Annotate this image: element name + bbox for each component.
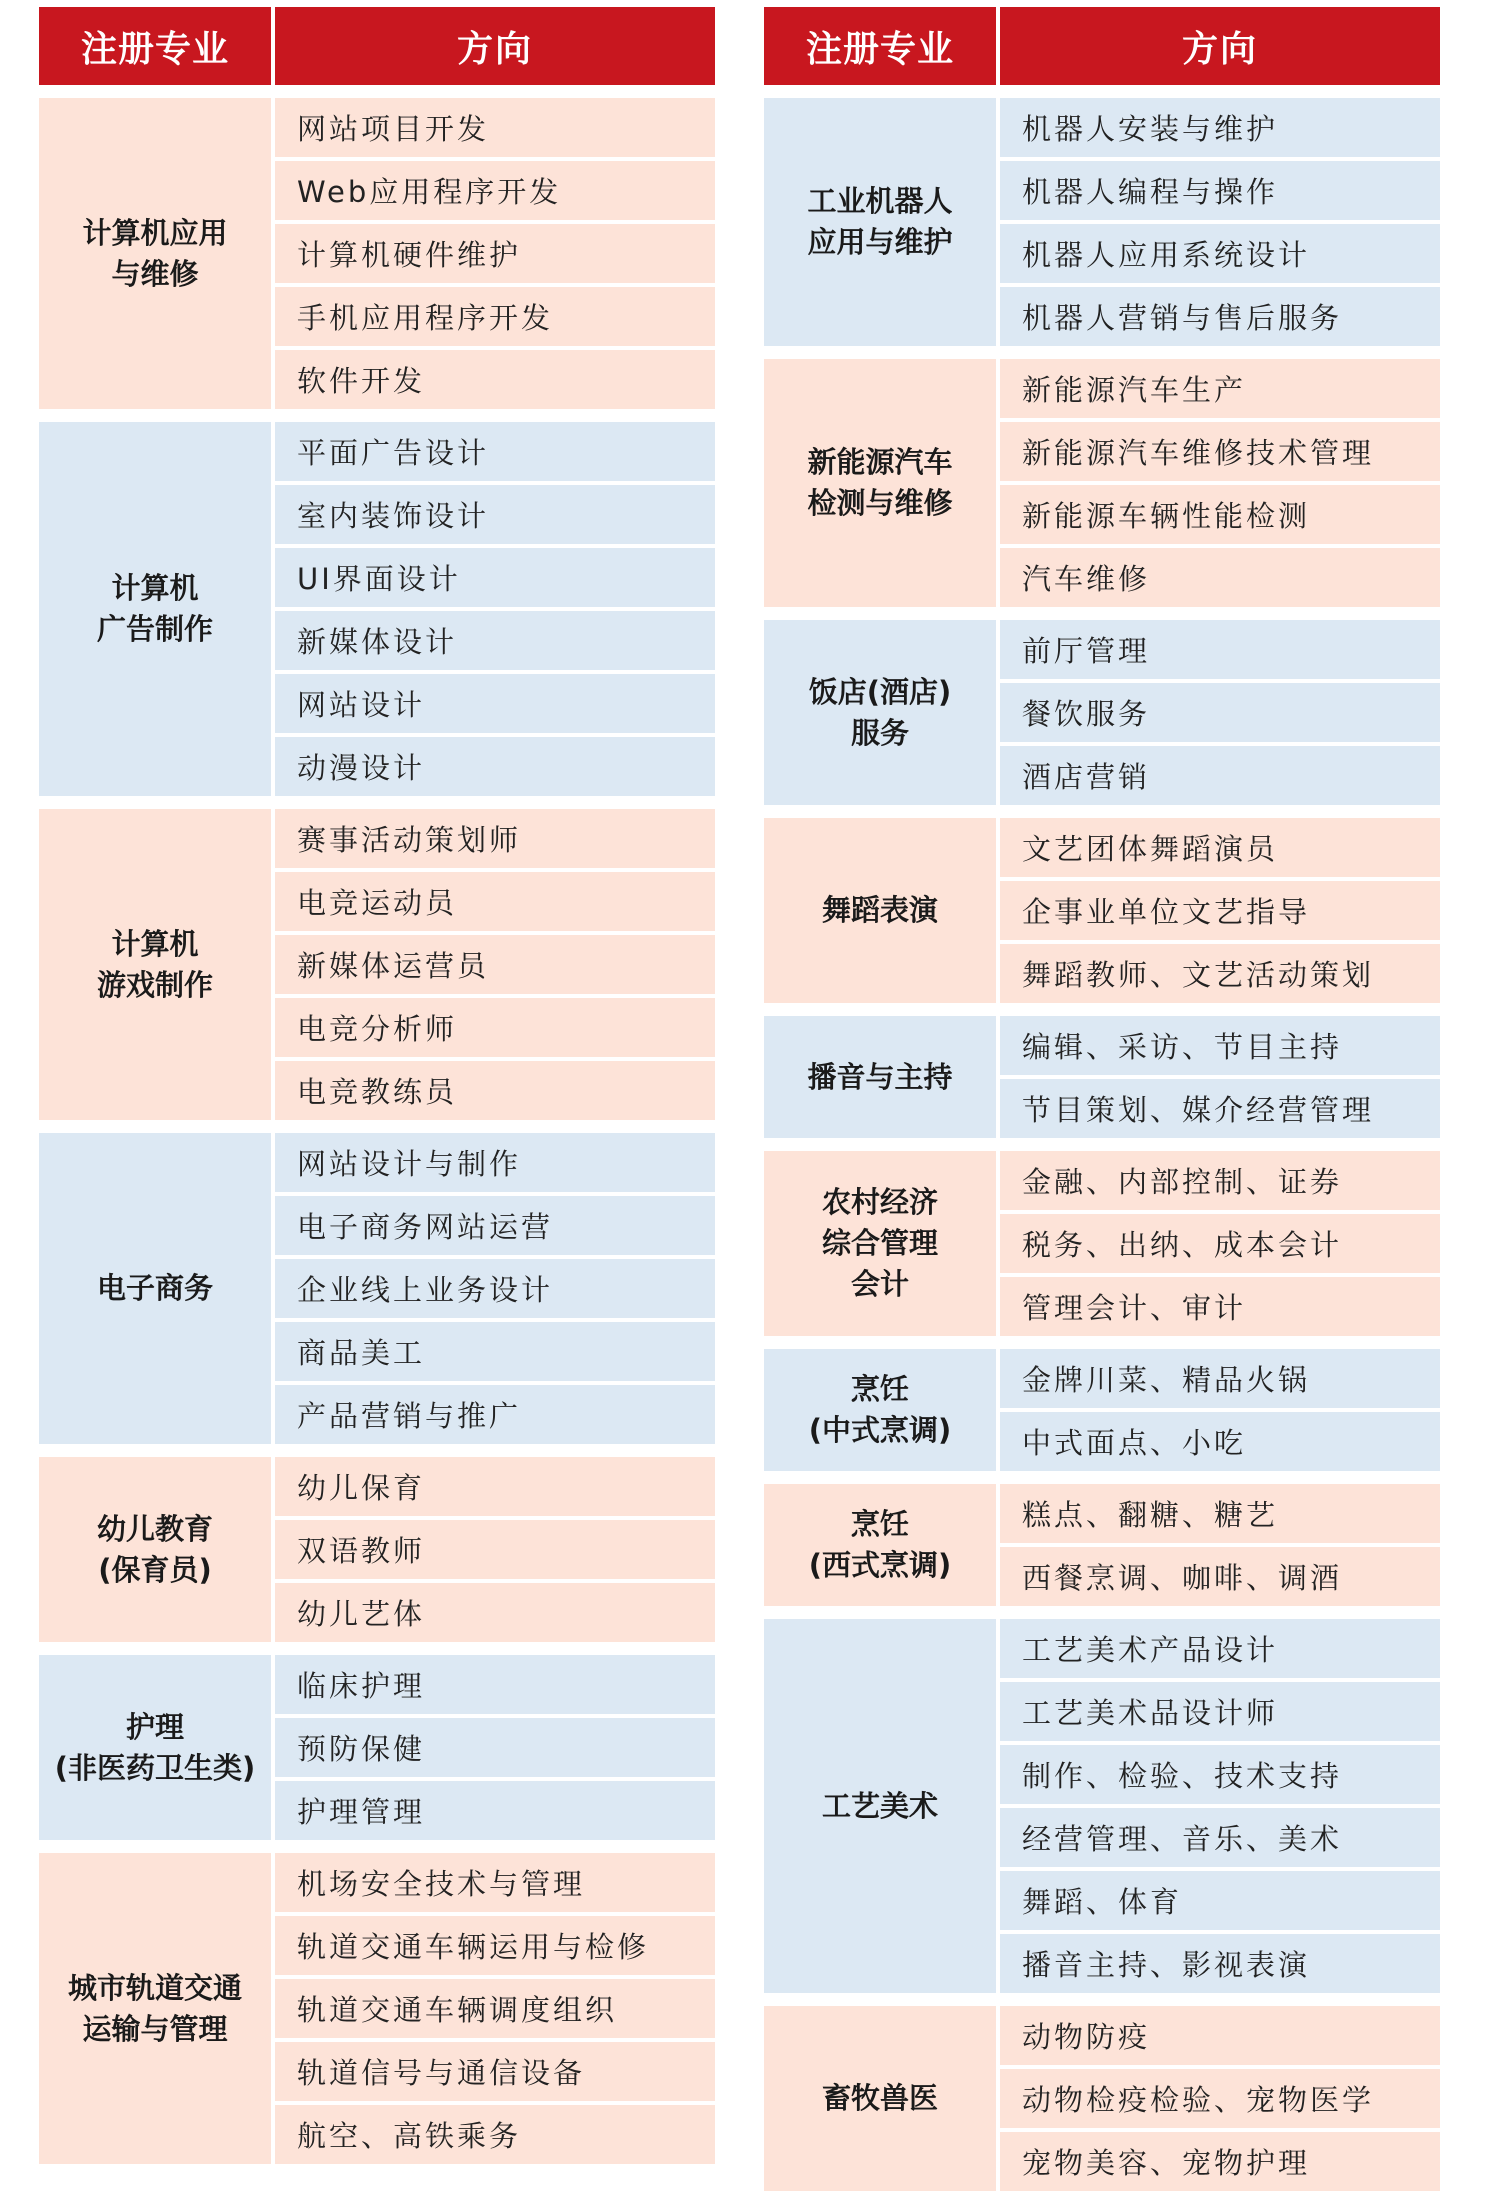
direction-item: 新能源汽车维修技术管理 (1000, 422, 1440, 481)
direction-item: 金牌川菜、精品火锅 (1000, 1349, 1440, 1408)
direction-item: 电竞分析师 (275, 998, 715, 1057)
direction-item: 舞蹈教师、文艺活动策划 (1000, 944, 1440, 1003)
direction-item: 编辑、采访、节目主持 (1000, 1016, 1440, 1075)
direction-item: 经营管理、音乐、美术 (1000, 1808, 1440, 1867)
major-group (764, 1151, 1440, 1336)
direction-list (1000, 1151, 1440, 1336)
major-name: 计算机 游戏制作 (39, 809, 271, 1120)
direction-item: 宠物美容、宠物护理 (1000, 2132, 1440, 2191)
direction-item: 产品营销与推广 (275, 1385, 715, 1444)
direction-list (275, 1457, 715, 1642)
major-group (39, 422, 715, 796)
major-group (764, 359, 1440, 607)
major-name: 农村经济 综合管理 会计 (764, 1151, 996, 1336)
major-group (764, 2006, 1440, 2191)
direction-list (275, 422, 715, 796)
direction-list (1000, 1619, 1440, 1993)
major-name: 饭店(酒店) 服务 (764, 620, 996, 805)
direction-item: 舞蹈、体育 (1000, 1871, 1440, 1930)
major-group (764, 1349, 1440, 1471)
major-group (764, 620, 1440, 805)
direction-item: 节目策划、媒介经营管理 (1000, 1079, 1440, 1138)
major-group (764, 1016, 1440, 1138)
direction-item: 机器人编程与操作 (1000, 161, 1440, 220)
direction-item: 新媒体设计 (275, 611, 715, 670)
direction-item: 金融、内部控制、证券 (1000, 1151, 1440, 1210)
direction-item: 电子商务网站运营 (275, 1196, 715, 1255)
direction-list (1000, 1016, 1440, 1138)
direction-item: 手机应用程序开发 (275, 287, 715, 346)
major-group (39, 1853, 715, 2164)
major-name: 舞蹈表演 (764, 818, 996, 1003)
major-group (39, 1655, 715, 1840)
majors-table-left (39, 7, 715, 2164)
direction-list (275, 1853, 715, 2164)
direction-item: 机器人安装与维护 (1000, 98, 1440, 157)
direction-item: 赛事活动策划师 (275, 809, 715, 868)
major-name: 电子商务 (39, 1133, 271, 1444)
direction-item: 中式面点、小吃 (1000, 1412, 1440, 1471)
major-name: 城市轨道交通 运输与管理 (39, 1853, 271, 2164)
direction-item: 幼儿保育 (275, 1457, 715, 1516)
header-major: 注册专业 (764, 7, 996, 85)
direction-item: 糕点、翻糖、糖艺 (1000, 1484, 1440, 1543)
major-name: 播音与主持 (764, 1016, 996, 1138)
direction-list (275, 1133, 715, 1444)
direction-item: 餐饮服务 (1000, 683, 1440, 742)
direction-item: 室内装饰设计 (275, 485, 715, 544)
group-list (39, 98, 715, 2164)
direction-item: 汽车维修 (1000, 548, 1440, 607)
table-header (764, 7, 1440, 85)
major-name: 幼儿教育 (保育员) (39, 1457, 271, 1642)
major-name: 烹饪 (中式烹调) (764, 1349, 996, 1471)
direction-item: 机场安全技术与管理 (275, 1853, 715, 1912)
direction-list (1000, 2006, 1440, 2191)
direction-item: 税务、出纳、成本会计 (1000, 1214, 1440, 1273)
direction-list (275, 809, 715, 1120)
major-group (39, 809, 715, 1120)
major-group (764, 1484, 1440, 1606)
direction-item: 动漫设计 (275, 737, 715, 796)
header-direction: 方向 (1000, 7, 1440, 85)
group-list (764, 98, 1440, 2191)
direction-item: 双语教师 (275, 1520, 715, 1579)
direction-item: 播音主持、影视表演 (1000, 1934, 1440, 1993)
direction-item: 工艺美术产品设计 (1000, 1619, 1440, 1678)
major-group (39, 1133, 715, 1444)
direction-item: 动物防疫 (1000, 2006, 1440, 2065)
direction-item: 软件开发 (275, 350, 715, 409)
direction-item: 电竞教练员 (275, 1061, 715, 1120)
major-name: 计算机 广告制作 (39, 422, 271, 796)
majors-table-right (764, 7, 1440, 2191)
major-group (764, 1619, 1440, 1993)
direction-item: UI界面设计 (275, 548, 715, 607)
direction-item: 轨道交通车辆运用与检修 (275, 1916, 715, 1975)
direction-list (1000, 98, 1440, 346)
major-group (764, 818, 1440, 1003)
major-group (39, 98, 715, 409)
direction-item: 新媒体运营员 (275, 935, 715, 994)
direction-item: 航空、高铁乘务 (275, 2105, 715, 2164)
direction-item: 计算机硬件维护 (275, 224, 715, 283)
major-name: 畜牧兽医 (764, 2006, 996, 2191)
direction-list (275, 98, 715, 409)
direction-item: 网站设计 (275, 674, 715, 733)
direction-item: Web应用程序开发 (275, 161, 715, 220)
direction-item: 工艺美术品设计师 (1000, 1682, 1440, 1741)
major-group (764, 98, 1440, 346)
header-direction: 方向 (275, 7, 715, 85)
direction-item: 预防保健 (275, 1718, 715, 1777)
major-group (39, 1457, 715, 1642)
direction-item: 护理管理 (275, 1781, 715, 1840)
direction-item: 企事业单位文艺指导 (1000, 881, 1440, 940)
major-name: 工艺美术 (764, 1619, 996, 1993)
direction-list (1000, 1349, 1440, 1471)
direction-item: 酒店营销 (1000, 746, 1440, 805)
direction-list (1000, 818, 1440, 1003)
direction-item: 商品美工 (275, 1322, 715, 1381)
header-major: 注册专业 (39, 7, 271, 85)
direction-item: 轨道信号与通信设备 (275, 2042, 715, 2101)
direction-list (1000, 620, 1440, 805)
direction-list (1000, 1484, 1440, 1606)
direction-item: 管理会计、审计 (1000, 1277, 1440, 1336)
direction-item: 网站设计与制作 (275, 1133, 715, 1192)
major-name: 工业机器人 应用与维护 (764, 98, 996, 346)
direction-item: 新能源车辆性能检测 (1000, 485, 1440, 544)
direction-item: 前厅管理 (1000, 620, 1440, 679)
table-header (39, 7, 715, 85)
direction-item: 临床护理 (275, 1655, 715, 1714)
direction-item: 轨道交通车辆调度组织 (275, 1979, 715, 2038)
major-name: 新能源汽车 检测与维修 (764, 359, 996, 607)
direction-item: 西餐烹调、咖啡、调酒 (1000, 1547, 1440, 1606)
direction-item: 动物检疫检验、宠物医学 (1000, 2069, 1440, 2128)
major-name: 烹饪 (西式烹调) (764, 1484, 996, 1606)
direction-item: 平面广告设计 (275, 422, 715, 481)
direction-item: 网站项目开发 (275, 98, 715, 157)
direction-item: 企业线上业务设计 (275, 1259, 715, 1318)
direction-item: 机器人应用系统设计 (1000, 224, 1440, 283)
direction-item: 制作、检验、技术支持 (1000, 1745, 1440, 1804)
direction-item: 幼儿艺体 (275, 1583, 715, 1642)
direction-item: 新能源汽车生产 (1000, 359, 1440, 418)
major-name: 护理 (非医药卫生类) (39, 1655, 271, 1840)
direction-item: 机器人营销与售后服务 (1000, 287, 1440, 346)
direction-list (275, 1655, 715, 1840)
direction-list (1000, 359, 1440, 607)
major-name: 计算机应用 与维修 (39, 98, 271, 409)
direction-item: 电竞运动员 (275, 872, 715, 931)
direction-item: 文艺团体舞蹈演员 (1000, 818, 1440, 877)
